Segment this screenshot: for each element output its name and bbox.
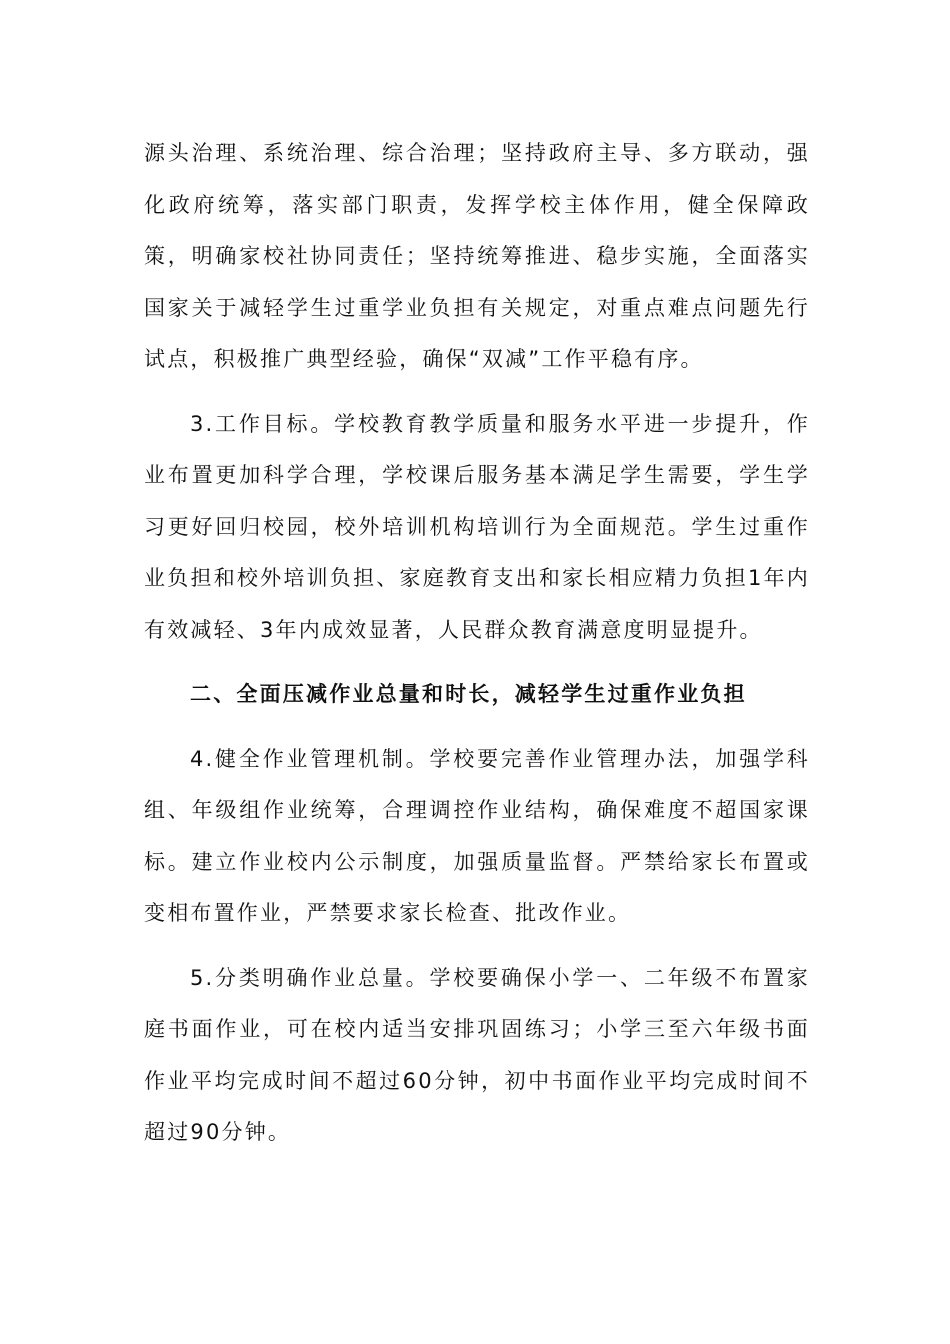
- section-heading: 二、全面压减作业总量和时长，减轻学生过重作业负担: [190, 682, 747, 706]
- paragraph-homework-amount: 5.分类明确作业总量。学校要确保小学一、二年级不布置家庭书面作业，可在校内适当安排巩固练习；小学三至六年级书面作业平均完成时间不超过60分钟，初中书面作业平均完成时间不超过90分钟。: [144, 965, 810, 1144]
- paragraph-continuation: 源头治理、系统治理、综合治理；坚持政府主导、多方联动，强化政府统筹，落实部门职责，发挥学校主体作用，健全保障政策，明确家校社协同责任；坚持统筹推进、稳步实施，全面落实国家关于减轻学生过重学业负担有关规定，对重点难点问题先行试点，积极推广典型经验，确保“双减”工作平稳有序。: [144, 141, 810, 371]
- document-body: [144, 128, 810, 1159]
- paragraph-homework-management: 4.健全作业管理机制。学校要完善作业管理办法，加强学科组、年级组作业统筹，合理调控作业结构，确保难度不超国家课标。建立作业校内公示制度，加强质量监督。严禁给家长布置或变相布置作业，严禁要求家长检查、批改作业。: [144, 746, 810, 925]
- paragraph-work-goals: 3.工作目标。学校教育教学质量和服务水平进一步提升，作业布置更加科学合理，学校课后服务基本满足学生需要，学生学习更好回归校园，校外培训机构培训行为全面规范。学生过重作业负担和校外培训负担、家庭教育支出和家长相应精力负担1年内有效减轻、3年内成效显著，人民群众教育满意度明显提升。: [144, 411, 810, 642]
